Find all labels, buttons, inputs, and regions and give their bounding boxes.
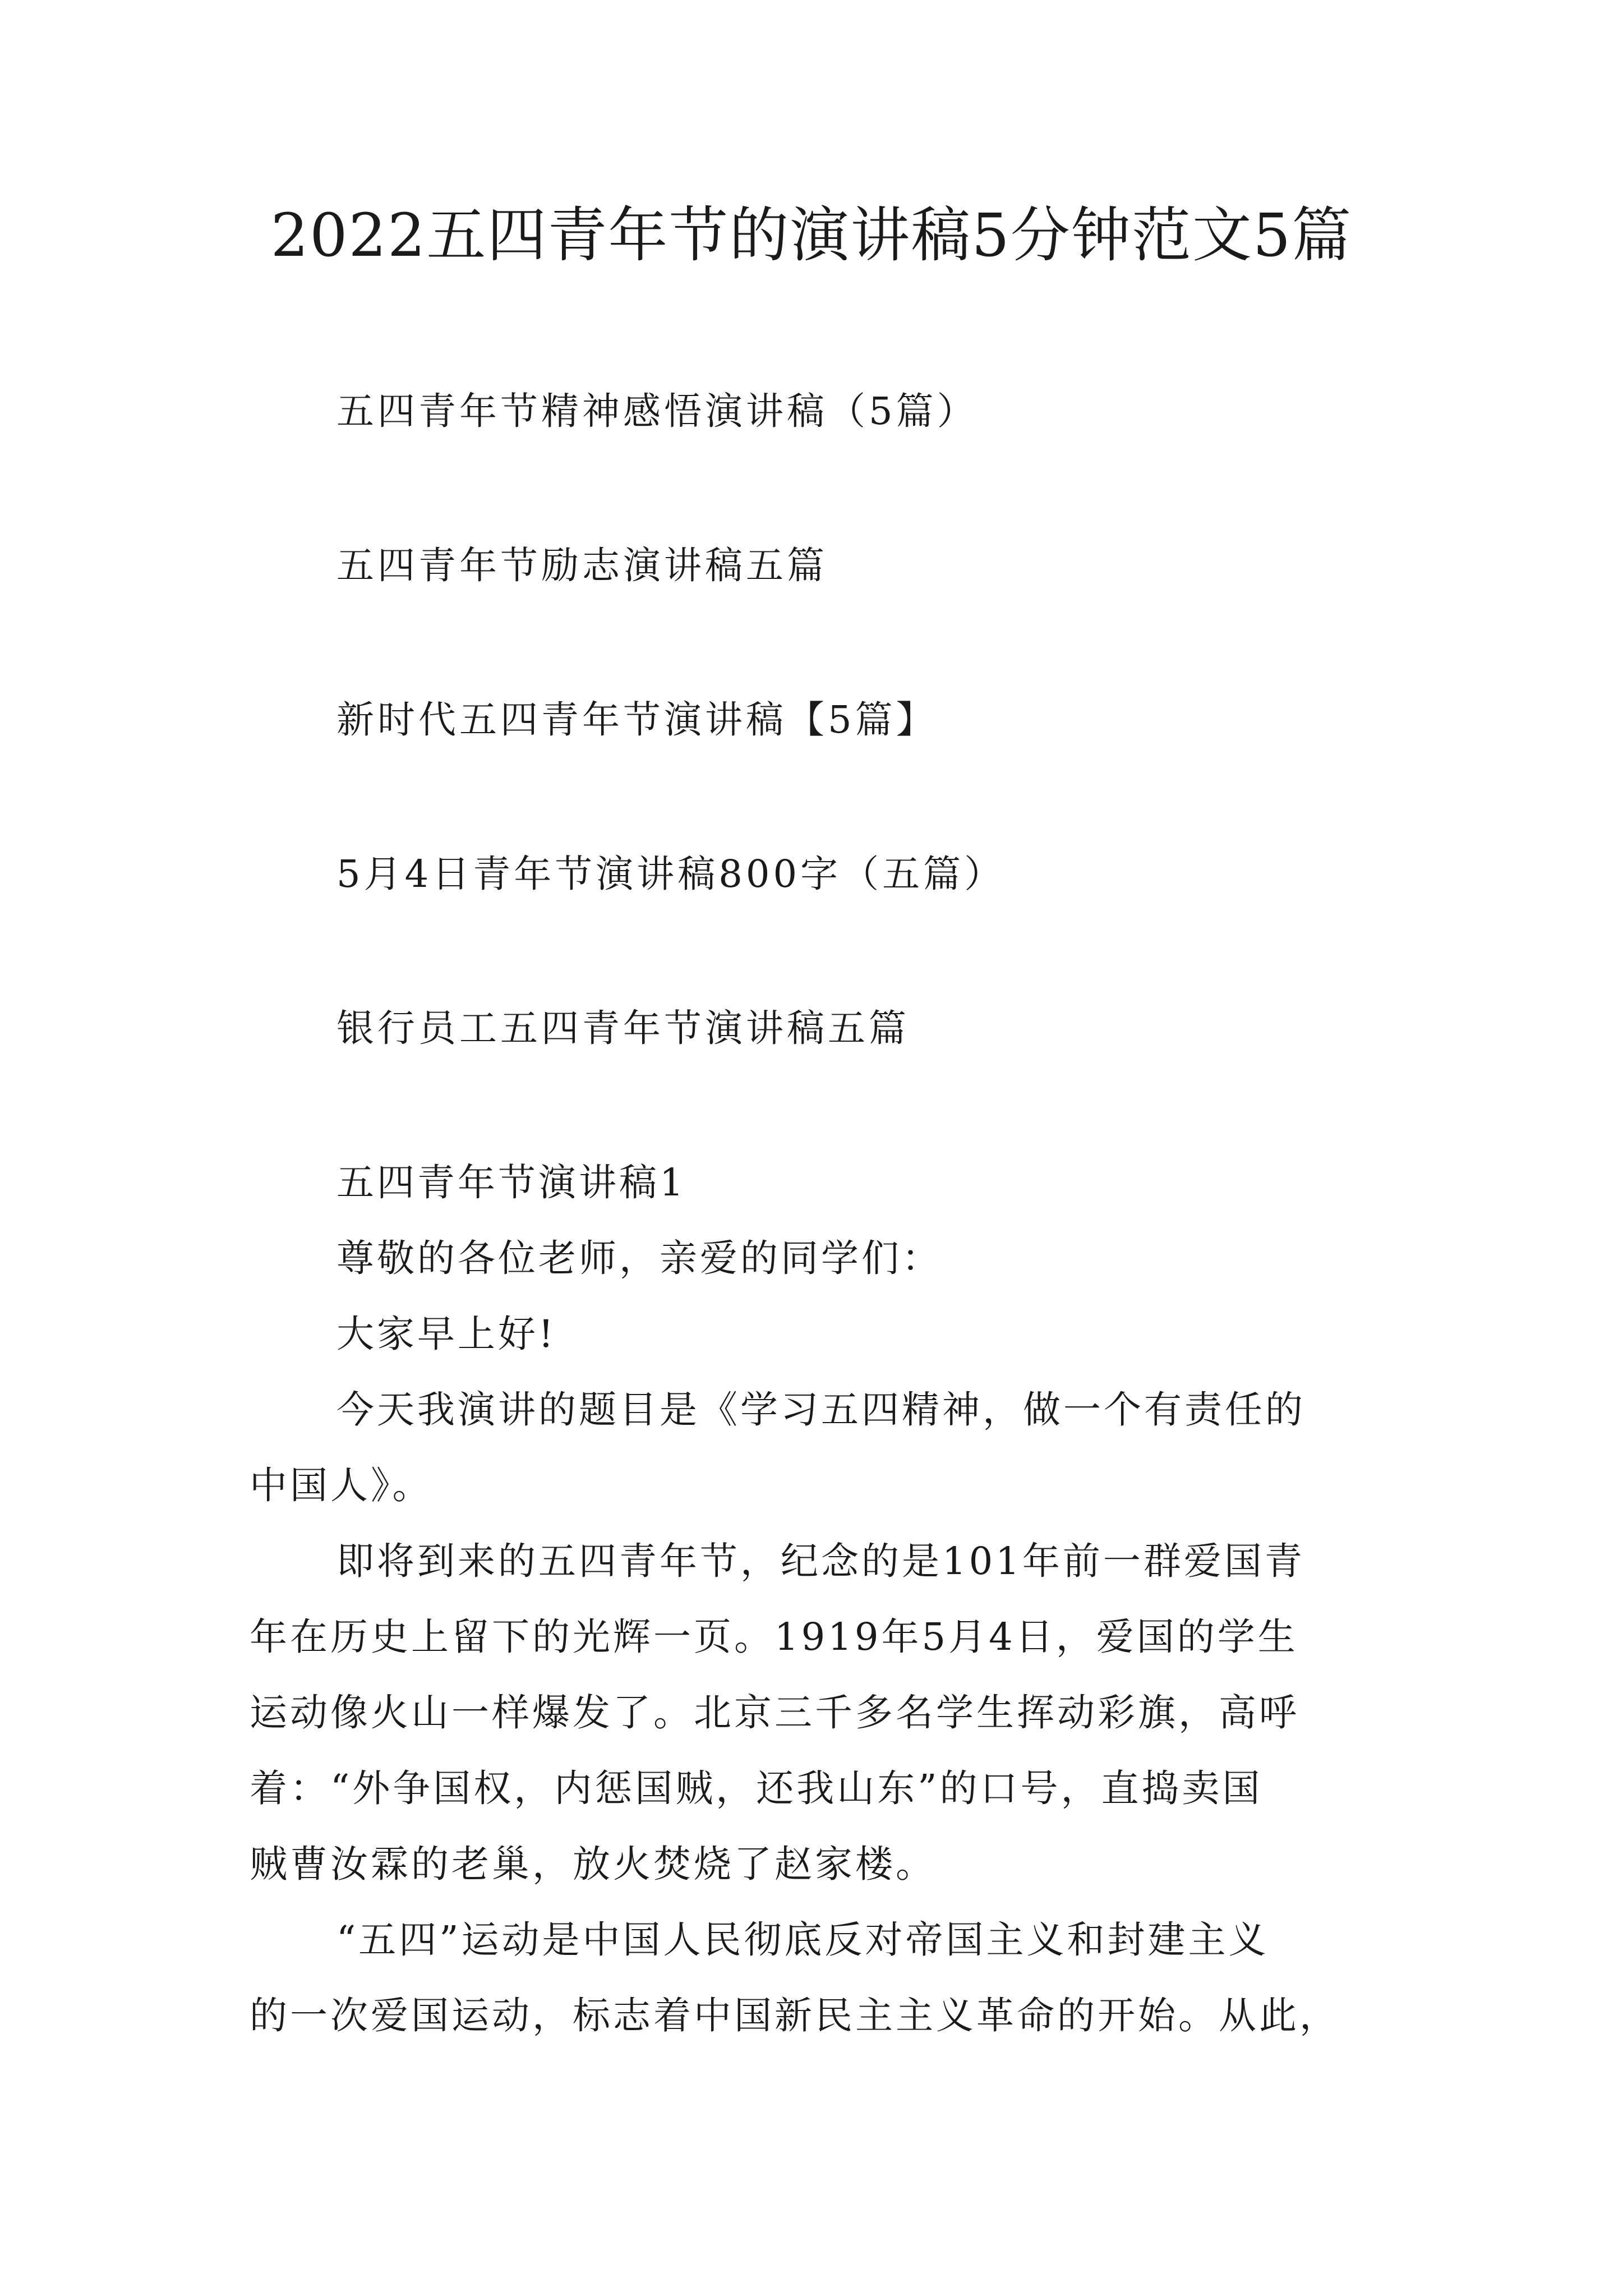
- salutation-line: 尊敬的各位老师，亲爱的同学们：: [336, 1236, 942, 1280]
- paragraph-line: 运动像火山一样爆发了。北京三千多名学生挥动彩旗，高呼: [250, 1691, 1299, 1734]
- toc-item-5: 银行员工五四青年节演讲稿五篇: [336, 1006, 910, 1050]
- toc-item-4: 5月4日青年节演讲稿800字（五篇）: [336, 852, 1006, 896]
- paragraph-line: “五四”运动是中国人民彻底反对帝国主义和封建主义: [336, 1918, 1269, 1962]
- toc-item-1: 五四青年节精神感悟演讲稿（5篇）: [336, 389, 978, 433]
- paragraph-line: 的一次爱国运动，标志着中国新民主主义革命的开始。从此，: [250, 1994, 1340, 2037]
- speech-heading: 五四青年节演讲稿1: [336, 1161, 686, 1204]
- paragraph-line: 今天我演讲的题目是《学习五四精神，做一个有责任的: [336, 1388, 1306, 1432]
- toc-item-2: 五四青年节励志演讲稿五篇: [336, 544, 828, 587]
- greeting-line: 大家早上好!: [336, 1312, 556, 1356]
- paragraph-line: 中国人》。: [250, 1464, 433, 1507]
- paragraph-line: 贼曹汝霖的老巢，放火焚烧了赵家楼。: [250, 1842, 936, 1886]
- paragraph-line: 即将到来的五四青年节，纪念的是101年前一群爱国青: [336, 1539, 1305, 1583]
- document-title: 2022五四青年节的演讲稿5分钟范文5篇: [270, 201, 1353, 270]
- toc-item-3: 新时代五四青年节演讲稿【5篇】: [336, 698, 937, 742]
- paragraph-line: 着：“外争国权，内惩国贼，还我山东”的口号，直捣卖国: [250, 1766, 1263, 1810]
- paragraph-line: 年在历史上留下的光辉一页。1919年5月4日，爱国的学生: [250, 1615, 1298, 1659]
